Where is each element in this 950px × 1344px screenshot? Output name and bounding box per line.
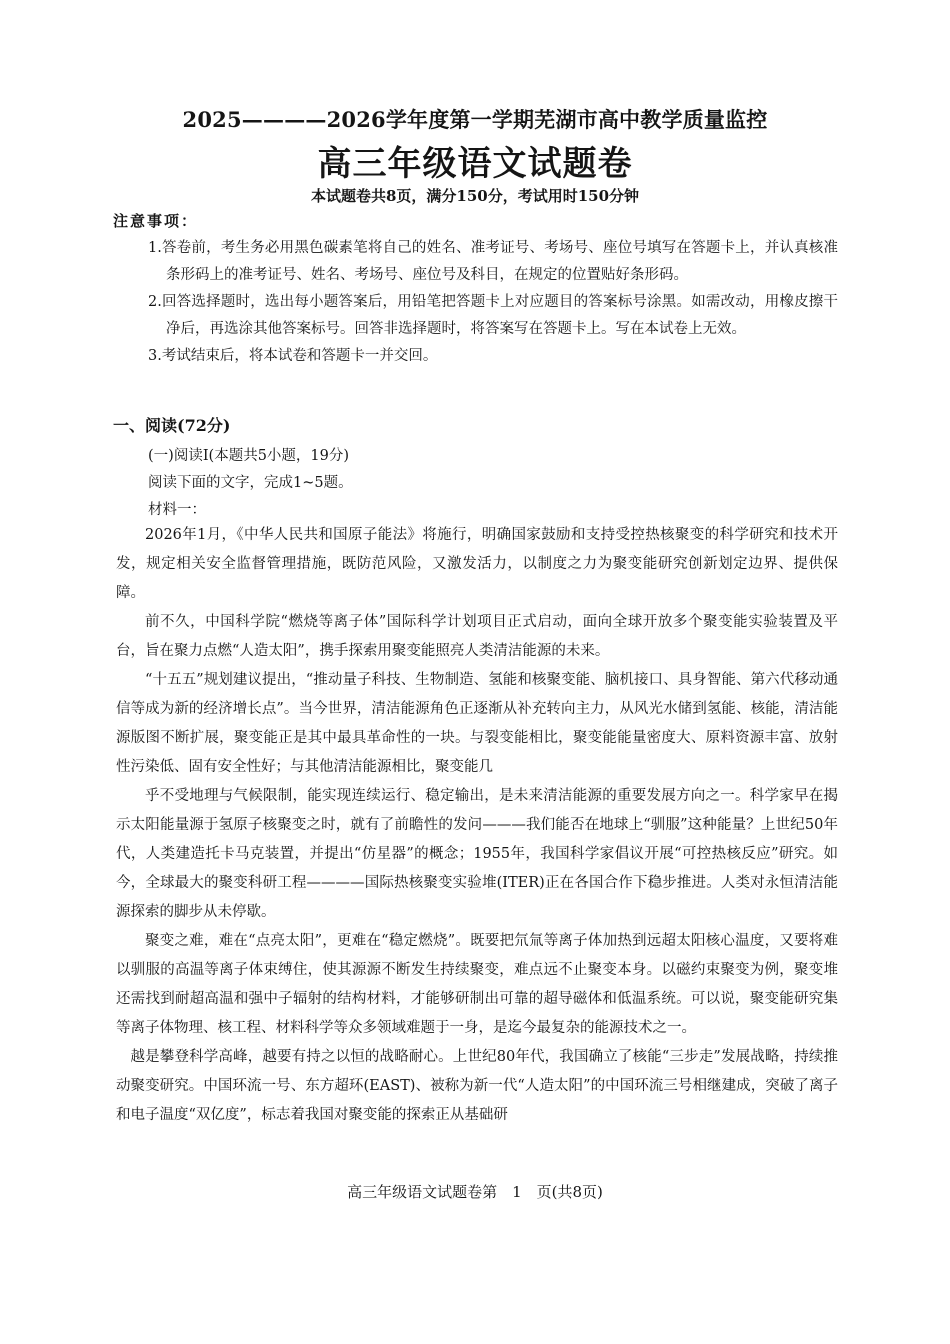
passage-paragraph: 聚变之难，难在“点亮太阳”，更难在“稳定燃烧”。既要把氘氚等离子体加热到远超太阳核心温度，又要将难以驯服的高温等离子体束缚住，使其源源不断发生持续聚变，难点远不止聚变本身。以磁约束聚变为例，聚变堆还需找到耐超高温和强中子辐射的结构材料，才能够研制出可靠的超导磁体和低温系统。可以说，聚变能研究集等离子体物理、核工程、材料科学等众多领域难题于一身，是迄今最复杂的能源技术之一。 [116,933,838,1036]
notice-item: 2.回答选择题时，选出每小题答案后，用铅笔把答题卡上对应题目的答案标号涂黑。如需改动，用橡皮擦干净后，再选涂其他答案标号。回答非选择题时，将答案写在答题卡上。写在本试卷上无效。 [148,294,838,337]
passage-paragraph: 前不久，中国科学院“燃烧等离子体”国际科学计划项目正式启动，面向全球开放多个聚变能实验装置及平台，旨在聚力点燃“人造太阳”，携手探索用聚变能照亮人类清洁能源的未来。 [116,614,838,659]
notice-item: 1.答卷前，考生务必用黑色碳素笔将自己的姓名、准考证号、考场号、座位号填写在答题卡上，并认真核准条形码上的准考证号、姓名、考场号、座位号及科目，在规定的位置贴好条形码。 [148,240,838,283]
passage-paragraph: 乎不受地理与气候限制，能实现连续运行、稳定输出，是未来清洁能源的重要发展方向之一。科学家早在揭示太阳能量源于氢原子核聚变之时，就有了前瞻性的发问———我们能否在地球上“驯服”这种能量？上世纪50年代，人类建造托卡马克装置，并提出“仿星器”的概念；1955年，我国科学家倡议开展“可控热核反应”研究。如今，全球最大的聚变科研工程————国际热核聚变实验堆(ITER)正在各国合作下稳步推进。人类对永恒清洁能源探索的脚步从未停歇。 [116,788,838,920]
material-label: 材料一： [148,502,206,518]
passage-paragraph: 2026年1月，《中华人民共和国原子能法》将施行，明确国家鼓励和支持受控热核聚变的科学研究和技术开发，规定相关安全监督管理措施，既防范风险，又激发活力，以制度之力为聚变能研究创新划定边界、提供保障。 [116,527,838,601]
exam-info-line: 本试题卷共8页，满分150分，考试用时150分钟 [310,187,640,205]
page-footer: 高三年级语文试题卷第 1 页(共8页) [347,1183,603,1201]
notice-list [148,235,838,370]
passage-paragraph: 越是攀登科学高峰，越要有持之以恒的战略耐心。上世纪80年代，我国确立了核能“三步走”发展战略，持续推动聚变研究。中国环流一号、东方超环(EAST)、被称为新一代“人造太阳”的中国环流三号相继建成，突破了离子和电子温度“双亿度”，标志着我国对聚变能的探索正从基础研 [116,1049,838,1123]
exam-header-line: 2025————2026学年度第一学期芜湖市高中教学质量监控 [182,107,768,132]
section-heading: 一、阅读(72分) [113,416,231,435]
page-title: 高三年级语文试题卷 [317,144,633,184]
reading-passage [116,521,838,1130]
passage-paragraph: “十五五”规划建议提出，“推动量子科技、生物制造、氢能和核聚变能、脑机接口、具身智能、第六代移动通信等成为新的经济增长点”。当今世界，清洁能源角色正逐渐从补充转向主力，从风光水储到氢能、核能，清洁能源版图不断扩展，聚变能正是其中最具革命性的一块。与裂变能相比，聚变能能量密度大、原料资源丰富、放射性污染低、固有安全性好；与其他清洁能源相比，聚变能几 [116,672,838,775]
subsection-heading: (一)阅读Ⅰ(本题共5小题，19分) [148,448,350,464]
notice-heading: 注意事项： [113,212,199,230]
notice-item: 3.考试结束后，将本试卷和答题卡一并交回。 [148,348,438,364]
reading-instruction: 阅读下面的文字，完成1~5题。 [148,475,353,491]
